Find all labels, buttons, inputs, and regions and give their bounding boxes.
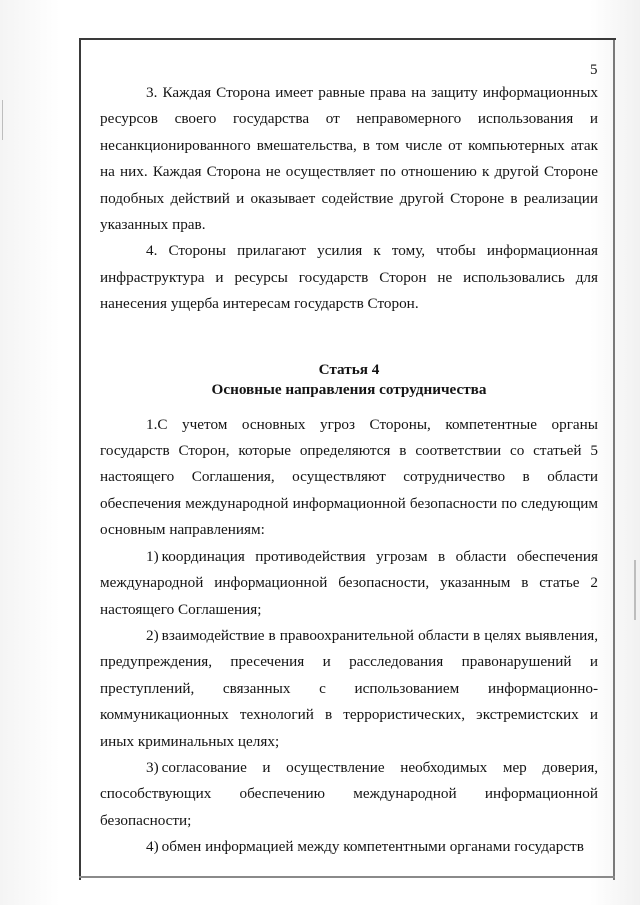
list-item-text: координация противодействия угрозам в области обеспечения международной информационной безопасности, указанным в статье 2 настоящего Соглашения; — [100, 547, 598, 618]
article-intro-text: 1.С учетом основных угроз Стороны, компетентные органы государств Сторон, которые определяются в соответствии со статьей 5 настоящего Соглашения, осуществляют сотрудничество в области обеспечения международной информационной безопасности по следующим основным направлениям: — [100, 415, 598, 539]
list-item-text: обмен информацией между компетентными органами государств — [161, 838, 584, 856]
list-item-number: 3) — [146, 758, 159, 776]
paragraph-4 — [100, 238, 598, 317]
article-title: Основные направления сотрудничества — [211, 380, 487, 398]
list-item — [100, 544, 598, 623]
list-item-number: 4) — [146, 838, 159, 856]
list-item-text: взаимодействие в правоохранительной области в целях выявления, предупреждения, пресечения и расследования правонарушений и преступлений, связанных с использованием информационно-коммуникационных технологий в террористических, экстремистских и иных криминальных целях; — [100, 626, 598, 750]
page-frame-right-edge — [613, 40, 615, 880]
list-item-text: согласование и осуществление необходимых мер доверия, способствующих обеспечению международной информационной безопасности; — [100, 758, 598, 829]
paragraph-3 — [100, 80, 598, 238]
page-number: 5 — [590, 62, 598, 78]
list-item-number: 1) — [146, 547, 159, 565]
article-number: Статья 4 — [318, 360, 380, 378]
page-frame-bottom-edge — [79, 876, 615, 878]
paragraph-3-text: 3. Каждая Сторона имеет равные права на защиту информационных ресурсов своего государства от неправомерного использования и несанкционированного вмешательства, в том числе от компьютерных атак на них. Каждая Сторона не осуществляет по отношению к другой Стороне подобных действий и оказывает содействие другой Стороне в реализации указанных прав. — [100, 84, 598, 234]
list-item — [100, 755, 598, 834]
paragraph-4-text: 4. Стороны прилагают усилия к тому, чтобы информационная инфраструктура и ресурсы государств Сторон не использовались для нанесения ущерба интересам государств Сторон. — [100, 242, 598, 313]
scan-mark-left — [2, 100, 3, 140]
document-body — [100, 80, 598, 861]
scan-mark-right — [634, 560, 636, 620]
article-intro — [100, 412, 598, 544]
list-item — [100, 623, 598, 755]
article-body — [100, 412, 598, 861]
article-heading — [100, 360, 598, 400]
list-item-number: 2) — [146, 626, 159, 644]
list-item — [100, 834, 598, 860]
